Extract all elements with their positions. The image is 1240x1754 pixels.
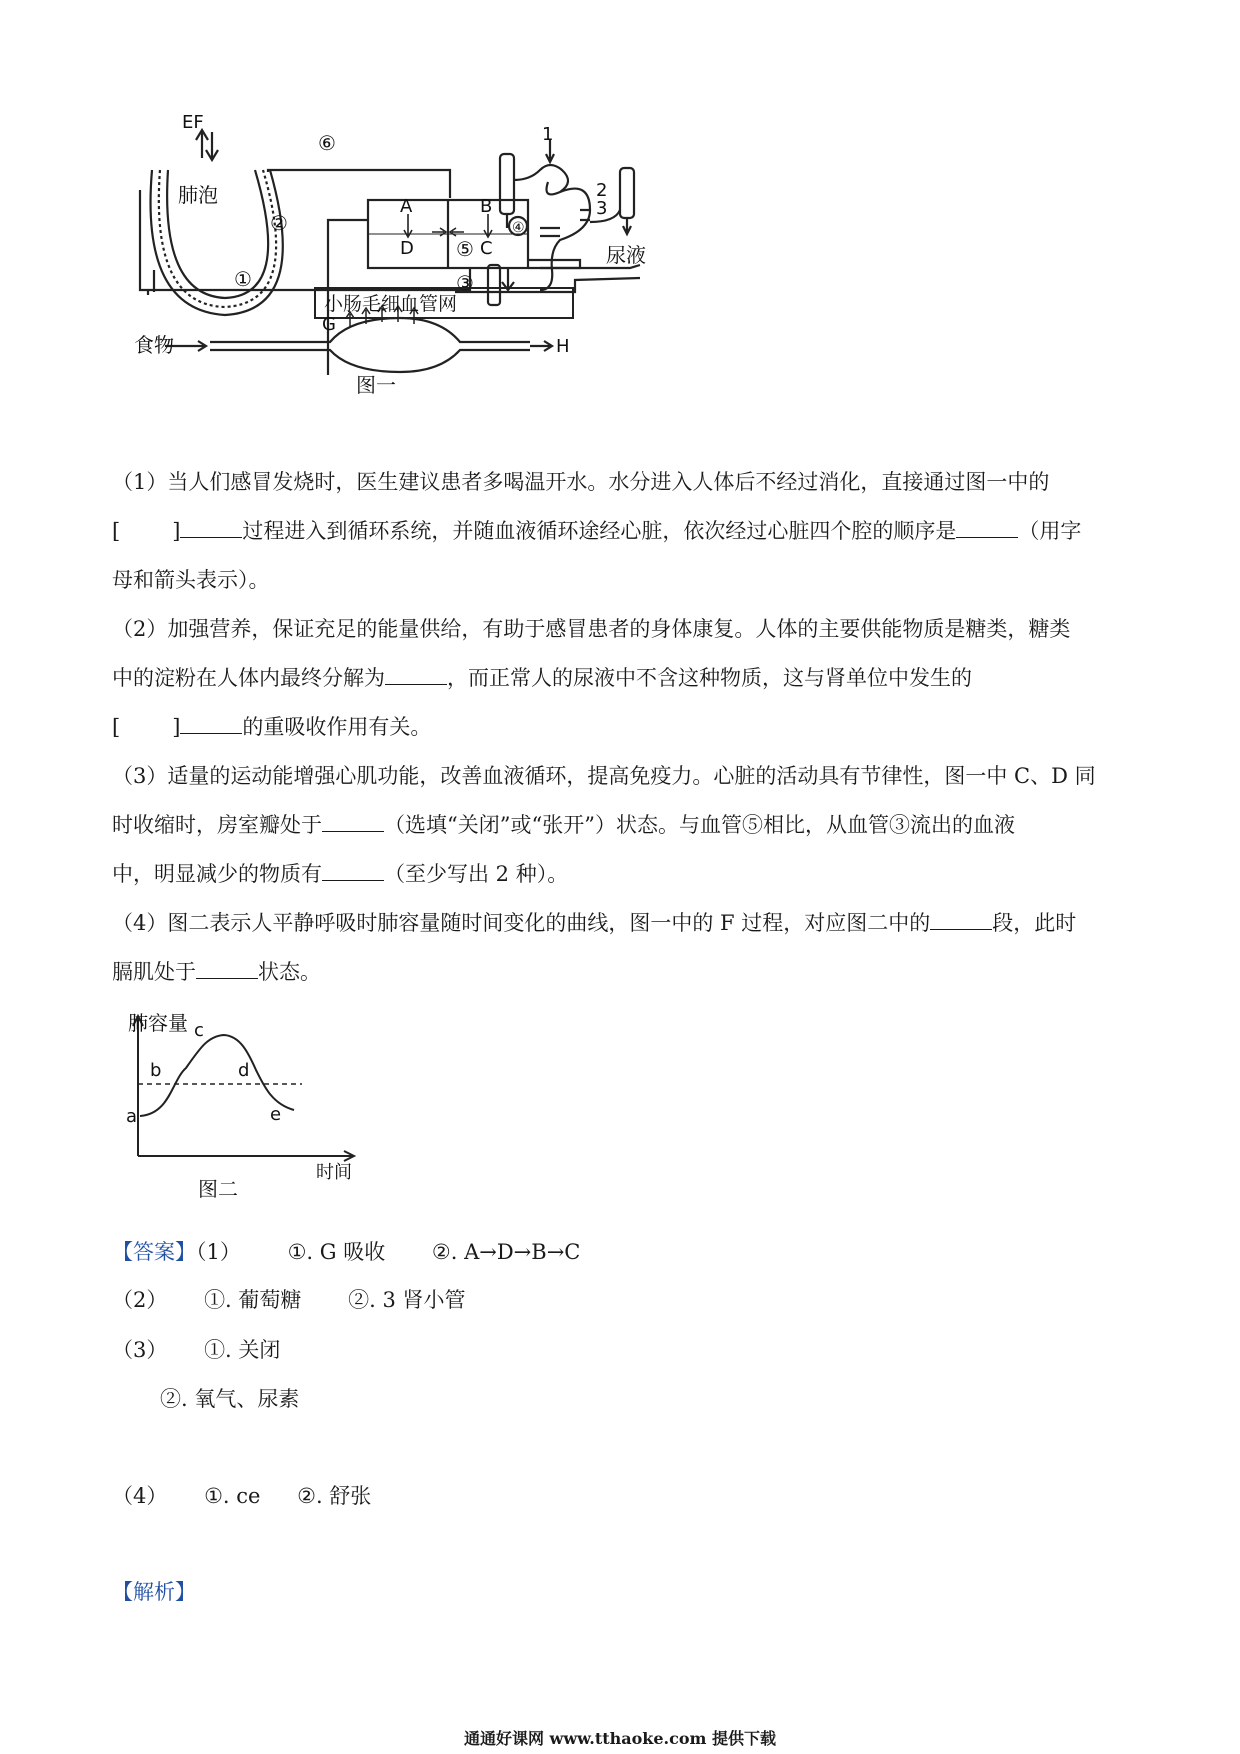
answer-q1-part2: ②. A→D→B→C (431, 1240, 581, 1264)
q2-line1: （2）加强营养，保证充足的能量供给，有助于感冒患者的身体康复。人体的主要供能物质是糖类，糖类 (112, 617, 1071, 641)
q3-text3: 中，明显减少的物质有 (112, 862, 322, 886)
answer-q4-part2: ②. 舒张 (297, 1484, 372, 1508)
q1-bracket-close: ] (172, 519, 181, 543)
question-2 (112, 605, 1132, 752)
q3-text1: 时收缩时，房室瓣处于 (112, 813, 322, 837)
q4-text2: 段，此时 (992, 911, 1077, 935)
chamber-c: C (480, 238, 493, 259)
answer-blank[interactable] (196, 958, 258, 979)
q4-text4: 状态。 (258, 960, 321, 984)
point-c: c (194, 1020, 204, 1041)
vessel-2: ② (270, 211, 288, 235)
answer-row-1 (112, 1236, 580, 1266)
h-label: H (556, 336, 570, 357)
q2-bracket-open: [ (112, 715, 121, 739)
chamber-d: D (400, 238, 414, 259)
answer-q2-part2: ②. 3 肾小管 (348, 1288, 466, 1312)
vessel-3: ③ (456, 271, 474, 295)
q3-line1: （3）适量的运动能增强心肌功能，改善血液循环，提高免疫力。心脏的活动具有节律性，图一中 C、D 同 (112, 764, 1096, 788)
point-a: a (126, 1106, 138, 1127)
figure-2-caption: 图二 (198, 1177, 238, 1198)
q3-text4: （至少写出 2 种）。 (384, 862, 569, 886)
vessel-4: ④ (512, 220, 525, 236)
nephron-1: 1 (542, 124, 554, 145)
footer-text: 通通好课网 www.tthaoke.com 提供下载 (463, 1729, 777, 1748)
alveolus-label: 肺泡 (178, 183, 218, 207)
answer-blank[interactable] (180, 517, 242, 538)
nephron-3: 3 (596, 198, 608, 219)
vessel-1: ① (234, 267, 252, 291)
xlabel: 时间 (316, 1162, 352, 1183)
q2-text3: 的重吸收作用有关。 (242, 715, 432, 739)
answer-q3-part1: ①. 关闭 (204, 1338, 281, 1362)
answer-row-4 (112, 1480, 371, 1510)
figure-1-diagram (110, 110, 810, 440)
analysis-tag: 【解析】 (112, 1580, 196, 1604)
chamber-b: B (480, 196, 493, 217)
answer-row-3 (112, 1334, 280, 1364)
q2-text1: 中的淀粉在人体内最终分解为 (112, 666, 385, 690)
answer-blank[interactable] (180, 713, 242, 734)
answer-blank[interactable] (930, 909, 992, 930)
answer-blank[interactable] (322, 860, 384, 881)
food-label: 食物 (134, 333, 174, 357)
q1-text2: （用字 (1018, 519, 1082, 543)
figure-2-graph (120, 1008, 380, 1198)
y-axis (133, 1016, 143, 1156)
vessel-5: ⑤ (456, 237, 474, 261)
question-3 (112, 752, 1132, 899)
answer-q2-num: （2） (112, 1288, 168, 1312)
answer-q4-part1: ①. ce (204, 1484, 261, 1508)
q3-text2: （选填“关闭”或“张开”）状态。与血管⑤相比，从血管③流出的血液 (384, 813, 1015, 837)
chamber-a: A (400, 196, 413, 217)
q1-line3: 母和箭头表示）。 (112, 568, 270, 592)
point-b: b (150, 1060, 162, 1081)
question-4 (112, 899, 1132, 997)
intestine (210, 318, 530, 342)
q1-bracket-open: [ (112, 519, 121, 543)
point-d: d (238, 1060, 250, 1081)
q2-bracket-close: ] (172, 715, 181, 739)
g-label: G (322, 314, 336, 335)
urine-label: 尿液 (606, 243, 646, 267)
q1-line1: （1）当人们感冒发烧时，医生建议患者多喝温开水。水分进入人体后不经过消化，直接通过图一中的 (112, 470, 1050, 494)
point-e: e (270, 1104, 282, 1125)
answer-blank[interactable] (385, 664, 447, 685)
capillary-label: 小肠毛细血管网 (324, 293, 458, 315)
ef-label: EF (182, 112, 204, 133)
answer-q3-num: （3） (112, 1338, 168, 1362)
answer-q4-num: （4） (112, 1484, 168, 1508)
x-axis (138, 1151, 354, 1161)
answer-q1-part1: ①. G 吸收 (287, 1240, 386, 1264)
figure-1-caption: 图一 (356, 373, 396, 397)
vessel-6: ⑥ (318, 131, 336, 155)
ylabel: 肺容量 (128, 1011, 188, 1035)
q2-text2: ，而正常人的尿液中不含这种物质，这与肾单位中发生的 (447, 666, 972, 690)
answer-q3-part2: ②. 氧气、尿素 (160, 1387, 300, 1411)
q1-text: 过程进入到循环系统，并随血液循环途经心脏，依次经过心脏四个腔的顺序是 (242, 519, 957, 543)
answer-blank[interactable] (322, 811, 384, 832)
answer-tag: 【答案】 (112, 1240, 196, 1264)
q4-text1: （4）图二表示人平静呼吸时肺容量随时间变化的曲线，图一中的 F 过程，对应图二中的 (112, 911, 931, 935)
answer-q2-part1: ①. 葡萄糖 (204, 1288, 302, 1312)
answer-row-2 (112, 1284, 466, 1314)
answer-blank[interactable] (956, 517, 1018, 538)
nephron-2: 2 (596, 180, 608, 201)
question-1 (112, 458, 1132, 605)
answer-row-3b (160, 1383, 299, 1413)
answer-q1-num: （1） (196, 1240, 241, 1264)
q4-text3: 膈肌处于 (112, 960, 196, 984)
